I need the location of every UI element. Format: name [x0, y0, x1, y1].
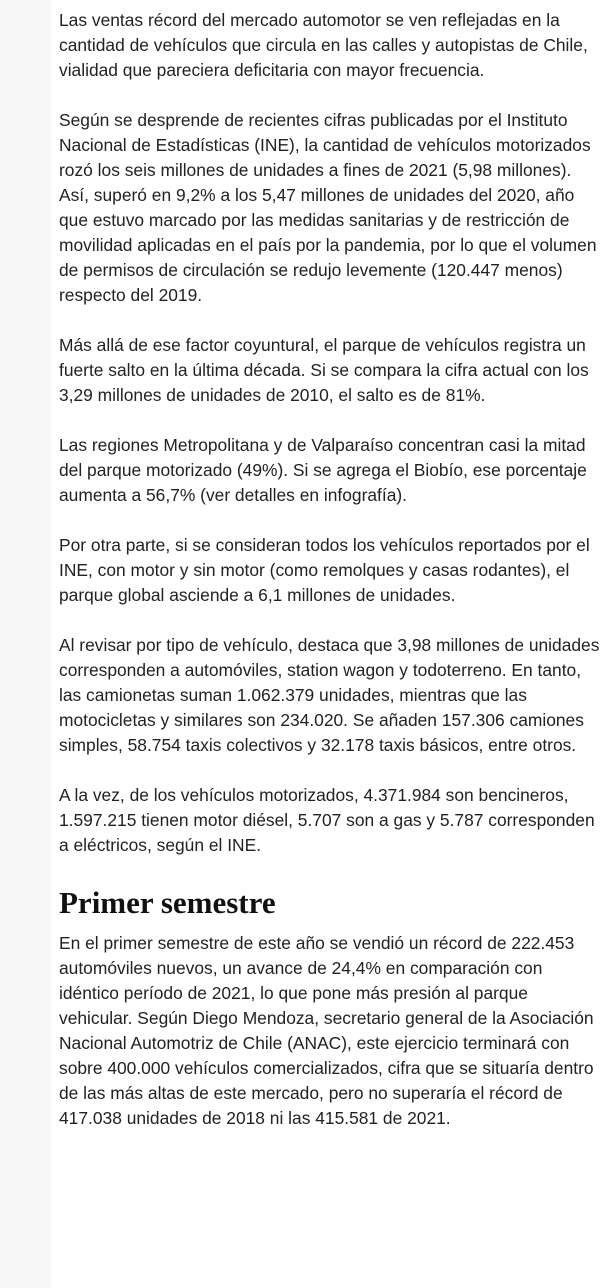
article-paragraph-3: Más allá de ese factor coyuntural, el parque de vehículos registra un fuerte salto en la última década. Si se compara la cifra actual con los 3,29 millones de unidades de 2010, el salto es de 81%.	[59, 335, 589, 405]
article-paragraph-8: En el primer semestre de este año se vendió un récord de 222.453 automóviles nuevos, un avance de 24,4% en comparación con idéntico período de 2021, lo que pone más presión al parque vehicular. Según Diego Mendoza, secretario general de la Asociación Nacional Automotriz de Chile (ANAC), este ejercicio terminará con sobre 400.000 vehículos comercializados, cifra que se situaría dentro de las más altas de este mercado, pero no superaría el récord de 417.038 unidades de 2018 ni las 415.581 de 2021.	[59, 933, 594, 1128]
article-paragraph-1: Las ventas récord del mercado automotor se ven reflejadas en la cantidad de vehículos que circula en las calles y autopistas de Chile, vialidad que pareciera deficitaria con mayor frecuencia.	[59, 10, 588, 80]
left-margin	[0, 0, 51, 1288]
article-body	[59, 0, 604, 1156]
section-heading: Primer semestre	[59, 885, 276, 920]
article-paragraph-7: A la vez, de los vehículos motorizados, 4.371.984 son bencineros, 1.597.215 tienen motor diésel, 5.707 son a gas y 5.787 corresponden a eléctricos, según el INE.	[59, 785, 595, 855]
article-paragraph-6: Al revisar por tipo de vehículo, destaca que 3,98 millones de unidades corresponden a automóviles, station wagon y todoterreno. En tanto, las camionetas suman 1.062.379 unidades, mientras que las motocicletas y similares son 234.020. Se añaden 157.306 camiones simples, 58.754 taxis colectivos y 32.178 taxis básicos, entre otros.	[59, 635, 600, 755]
article-paragraph-5: Por otra parte, si se consideran todos los vehículos reportados por el INE, con motor y sin motor (como remolques y casas rodantes), el parque global asciende a 6,1 millones de unidades.	[59, 535, 590, 605]
article-paragraph-4: Las regiones Metropolitana y de Valparaíso concentran casi la mitad del parque motorizado (49%). Si se agrega el Biobío, ese porcentaje aumenta a 56,7% (ver detalles en infografía).	[59, 435, 587, 505]
article-paragraph-2: Según se desprende de recientes cifras publicadas por el Instituto Nacional de Estadísticas (INE), la cantidad de vehículos motorizados rozó los seis millones de unidades a fines de 2021 (5,98 millones). Así, superó en 9,2% a los 5,47 millones de unidades del 2020, año que estuvo marcado por las medidas sanitarias y de restricción de movilidad aplicadas en el país por la pandemia, por lo que el volumen de permisos de circulación se redujo levemente (120.447 menos) respecto del 2019.	[59, 110, 597, 305]
